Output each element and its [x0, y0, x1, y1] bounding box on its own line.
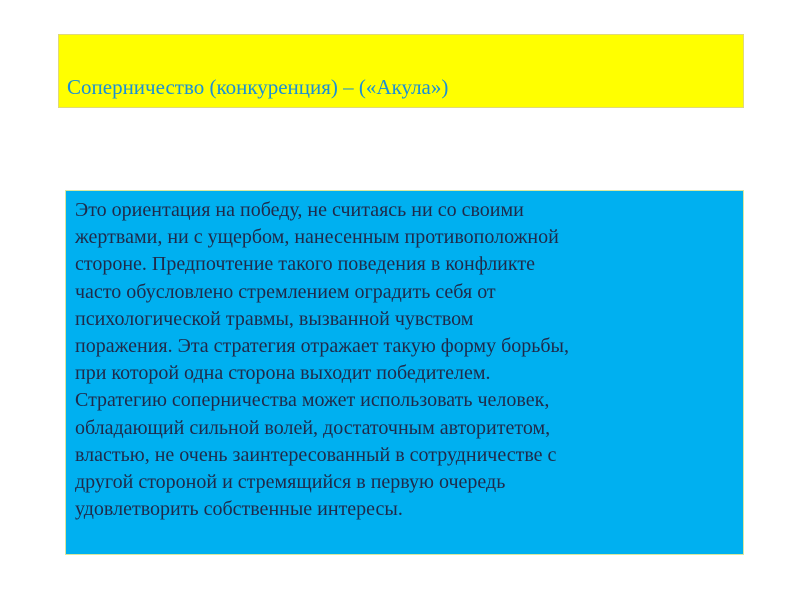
body-line: Это ориентация на победу, не считаясь ни со своими: [75, 199, 524, 221]
body-line: обладающий сильной волей, достаточным авторитетом,: [75, 416, 551, 439]
body-line: Стратегию соперничества может использовать человек,: [75, 389, 550, 412]
body-line: часто обусловлено стремлением оградить себя от: [75, 280, 496, 303]
body-line: при которой одна сторона выходит победителем.: [75, 362, 491, 385]
body-line: удовлетворить собственные интересы.: [75, 498, 403, 521]
body-line: стороне. Предпочтение такого поведения в конфликте: [75, 253, 535, 276]
title-box: [58, 34, 744, 108]
body-text-box: [65, 190, 744, 555]
slide-title: Соперничество (конкуренция) – («Акула»): [67, 75, 449, 99]
body-line: жертвами, ни с ущербом, нанесенным противоположной: [75, 226, 559, 249]
body-line: другой стороной и стремящийся в первую очередь: [75, 471, 506, 494]
body-line: поражения. Эта стратегия отражает такую форму борьбы,: [75, 335, 569, 358]
body-line: психологической травмы, вызванной чувством: [75, 307, 474, 330]
body-paragraph: [75, 197, 739, 523]
body-line: властью, не очень заинтересованный в сотрудничестве с: [75, 443, 557, 466]
